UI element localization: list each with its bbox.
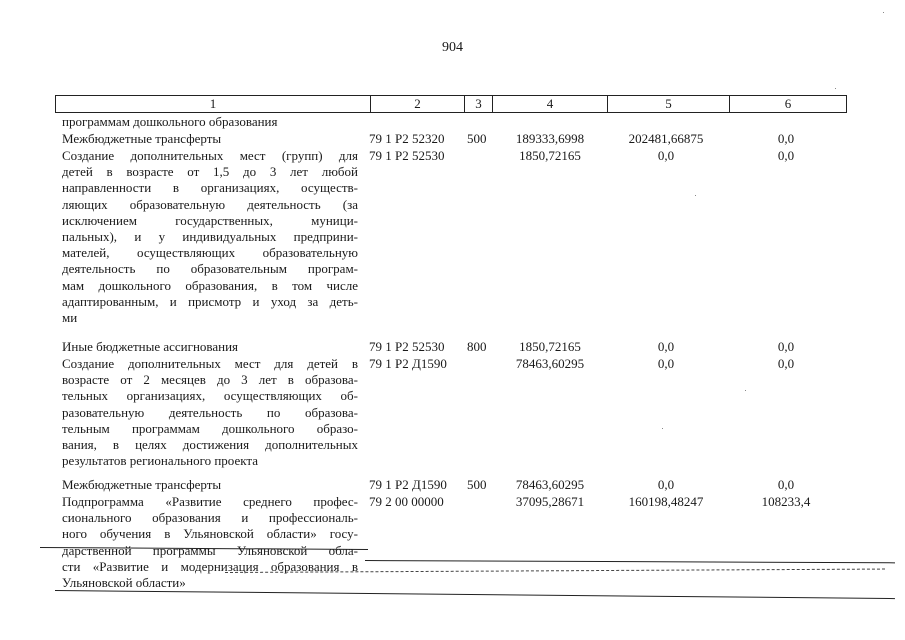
description-line: адаптированным, и присмотр и уход за деть- [62, 293, 358, 309]
scan-speck [662, 428, 663, 429]
description-line: тельным программам дошкольного образо- [62, 420, 358, 436]
strike-line [55, 590, 895, 599]
description-line: деятельность по образовательным програм- [62, 261, 358, 277]
header-col-5: 5 [607, 96, 729, 112]
scan-speck [835, 88, 836, 89]
description-line: сти «Развитие и модернизация образования в [62, 558, 358, 574]
row-value-col6: 0,0 [777, 148, 795, 163]
description-line: тельных организациях, осуществляющих об- [62, 388, 358, 404]
row-expense-type: 500 [467, 131, 487, 146]
row-value-col4: 1850,72165 [519, 339, 581, 354]
row-value-col6: 0,0 [777, 131, 795, 146]
scan-speck [695, 195, 696, 196]
row-value-col5: 0,0 [657, 148, 675, 163]
row-value-col6: 0,0 [777, 339, 795, 354]
row-description [62, 356, 358, 469]
row-value-col5: 0,0 [657, 356, 675, 371]
description-line: разовательную деятельность по образова- [62, 404, 358, 420]
description-line: пальных), и у индивидуальных предприни- [62, 229, 358, 245]
row-value-col6: 0,0 [777, 356, 795, 371]
page-number: 904 [442, 40, 463, 55]
row-value-col4: 189333,6998 [515, 131, 585, 146]
row-value-col4: 1850,72165 [519, 148, 581, 163]
description-line: Подпрограмма «Развитие среднего профес- [62, 494, 358, 509]
header-col-4: 4 [492, 96, 607, 112]
table-header [55, 95, 847, 113]
row-code: 79 2 00 00000 [369, 494, 444, 509]
scan-speck [883, 12, 884, 13]
description-line: детей в возрасте от 1,5 до 3 лет любой [62, 164, 358, 180]
header-col-2: 2 [370, 96, 464, 112]
row-value-col5: 0,0 [657, 339, 675, 354]
row-code: 79 1 Р2 Д1590 [369, 477, 447, 492]
description-line: мам дошкольного образования, в том числе [62, 277, 358, 293]
header-col-1: 1 [209, 96, 217, 111]
description-line: Создание дополнительных мест для детей в [62, 356, 358, 371]
header-col-3: 3 [464, 96, 492, 112]
row-code: 79 1 Р2 52530 [369, 148, 445, 163]
row-code: 79 1 Р2 52320 [369, 131, 445, 146]
header-col-6: 6 [729, 96, 846, 112]
row-description [62, 131, 358, 147]
description-line: Ульяновской области» [62, 575, 186, 591]
row-value-col4: 37095,28671 [515, 494, 585, 509]
description-line: программам дошкольного образования [62, 114, 278, 129]
description-line: направленности в организациях, осуществ- [62, 180, 358, 196]
description-line: Создание дополнительных мест (групп) для [62, 148, 358, 163]
row-description [62, 477, 358, 493]
row-value-col4: 78463,60295 [515, 477, 585, 492]
description-line: ми [62, 310, 78, 326]
row-value-col6: 0,0 [777, 477, 795, 492]
row-code: 79 1 Р2 Д1590 [369, 356, 447, 371]
row-value-col5: 0,0 [657, 477, 675, 492]
description-line: Межбюджетные трансферты [62, 131, 222, 146]
strike-line [365, 560, 895, 563]
row-description [62, 114, 358, 130]
row-description [62, 339, 358, 355]
row-value-col4: 78463,60295 [515, 356, 585, 371]
row-expense-type: 500 [467, 477, 487, 492]
description-line: вания, в целях достижения дополнительных [62, 437, 358, 453]
row-value-col6: 108233,4 [761, 494, 811, 509]
scan-speck [745, 390, 746, 391]
description-line: дарственной программы Ульяновской обла- [62, 542, 358, 558]
description-line: исключением государственных, муници- [62, 212, 358, 228]
row-description [62, 494, 358, 591]
description-line: ляющих образовательную деятельность (за [62, 196, 358, 212]
description-line: сионального образования и профессиональ- [62, 510, 358, 526]
description-line: ного обучения в Ульяновской области» госу- [62, 526, 358, 542]
row-code: 79 1 Р2 52530 [369, 339, 445, 354]
description-line: Иные бюджетные ассигнования [62, 339, 239, 354]
description-line: Межбюджетные трансферты [62, 477, 222, 492]
row-expense-type: 800 [467, 339, 487, 354]
row-value-col5: 202481,66875 [628, 131, 704, 146]
row-description [62, 148, 358, 326]
description-line: возрасте от 2 месяцев до 3 лет в образова- [62, 372, 358, 388]
row-value-col5: 160198,48247 [628, 494, 704, 509]
description-line: результатов регионального проекта [62, 453, 258, 469]
description-line: мателей, осуществляющих образовательную [62, 245, 358, 261]
